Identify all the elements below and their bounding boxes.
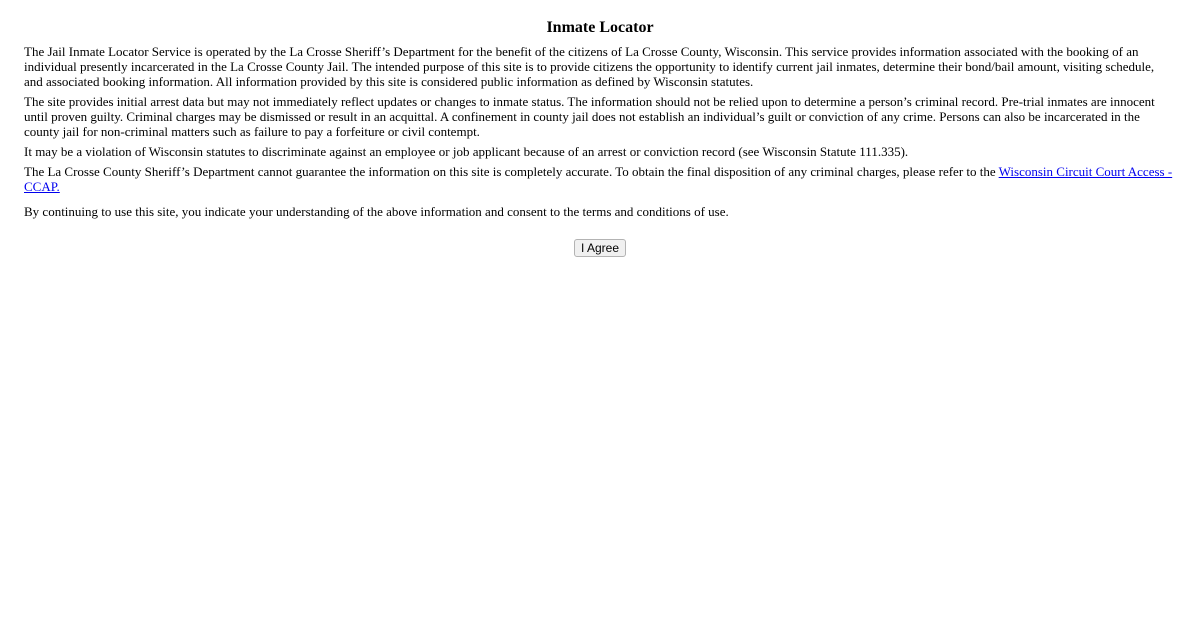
disclaimer-paragraph: The site provides initial arrest data but may not immediately reflect updates or changes to inmate status. The information should not be relied upon to determine a person’s criminal record. Pre-trial inmates are innocent until proven guilty. Criminal charges may be dismissed or result in an acquittal. A confinement in county jail does not establish an individual’s guilt or conviction of any crime. Persons can also be incarcerated in the county jail for non-criminal matters such as failure to pay a forfeiture or civil contempt. <box>24 94 1155 139</box>
intro-paragraph: The Jail Inmate Locator Service is operated by the La Crosse Sheriff’s Department for the benefit of the citizens of La Crosse County, Wisconsin. This service provides information associated with the booking of an individual presently incarcerated in the La Crosse County Jail. The intended purpose of this site is to provide citizens the opportunity to identify current jail inmates, determine their bond/bail amount, visiting schedule, and associated booking information. All information provided by this site is considered public information as defined by Wisconsin statutes. <box>24 44 1155 89</box>
consent-paragraph: By continuing to use this site, you indicate your understanding of the above information and consent to the terms and conditions of use. <box>24 204 729 219</box>
accuracy-paragraph-text: The La Crosse County Sheriff’s Department cannot guarantee the information on this site is completely accurate. To obtain the final disposition of any criminal charges, please refer to the <box>24 164 999 179</box>
statute-paragraph: It may be a violation of Wisconsin statutes to discriminate against an employee or job applicant because of an arrest or conviction record (see Wisconsin Statute 111.335). <box>24 144 909 159</box>
ccap-link[interactable]: Wisconsin Circuit Court Access - CCAP. <box>24 164 1173 194</box>
inmate-locator-page <box>0 18 1200 257</box>
button-row <box>24 239 1176 257</box>
i-agree-button[interactable]: I Agree <box>574 239 626 257</box>
accuracy-paragraph <box>24 164 1176 194</box>
page-title: Inmate Locator <box>546 19 654 36</box>
